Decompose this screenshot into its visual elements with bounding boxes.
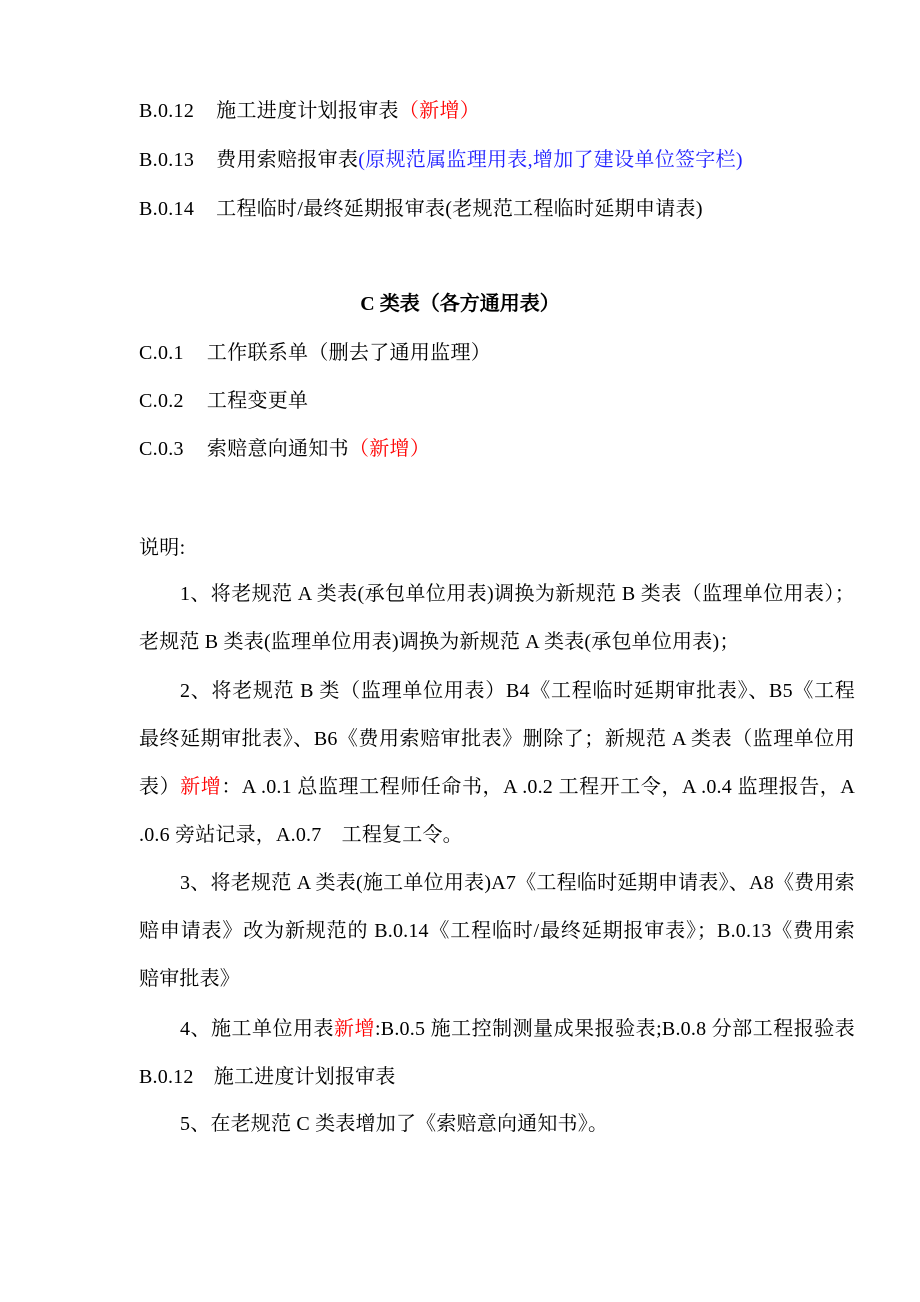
item-name: 费用索赔报审表 bbox=[216, 149, 359, 171]
item-code: C.0.2 bbox=[139, 390, 184, 412]
list-item-b012 bbox=[139, 99, 480, 123]
item-name: 工程临时/最终延期报审表(老规范工程临时延期申请表) bbox=[216, 198, 703, 220]
item-note-new: （新增） bbox=[348, 438, 431, 460]
item-code: B.0.12 bbox=[139, 100, 195, 122]
list-item-b013 bbox=[139, 148, 743, 172]
note-paragraph-5: 5、在老规范 C 类表增加了《索赔意向通知书》。 bbox=[180, 1113, 609, 1135]
item-name: 索赔意向通知书 bbox=[206, 438, 349, 460]
item-code: B.0.14 bbox=[139, 198, 195, 220]
item-note: (原规范属监理用表,增加了建设单位签字栏) bbox=[358, 149, 743, 171]
note-paragraph-3: 3、将老规范 A 类表(施工单位用表)A7《工程临时延期申请表》、A8《费用索赔申请表》改为新规范的 B.0.14《工程临时/最终延期报审表》；B.0.13《费用索赔审批表》 bbox=[139, 872, 855, 990]
item-code: C.0.3 bbox=[139, 438, 184, 460]
note-text: 4、施工单位用表 bbox=[180, 1018, 335, 1040]
section-heading-c: C 类表（各方通用表） bbox=[360, 293, 560, 315]
list-item-b014 bbox=[139, 197, 703, 221]
list-item-c03 bbox=[139, 437, 430, 461]
item-code: B.0.13 bbox=[139, 149, 195, 171]
note-text: 2、将老规范 B 类（监理单位用表）B4《工程临时延期审批表》、B5《工程最终延期审批表》、B6《费用索赔审批表》删除了；新规范 A 类表（监理单位用表） bbox=[139, 680, 855, 798]
item-name: 施工进度计划报审表 bbox=[216, 100, 399, 122]
note-paragraph-2 bbox=[139, 667, 855, 859]
note-paragraph-1: 1、将老规范 A 类表(承包单位用表)调换为新规范 B 类表（监理单位用表）；老规范 B 类表(监理单位用表)调换为新规范 A 类表(承包单位用表)； bbox=[139, 583, 855, 653]
new-marker: 新增 bbox=[180, 776, 222, 798]
notes-label: 说明: bbox=[139, 537, 186, 559]
new-marker: 新增 bbox=[334, 1018, 376, 1040]
item-name: 工程变更单 bbox=[206, 390, 309, 412]
item-note-new: （新增） bbox=[398, 100, 481, 122]
note-text: ：A .0.1 总监理工程师任命书，A .0.2 工程开工令，A .0.4 监理报告，A .0.6 旁站记录，A.0.7 工程复工令。 bbox=[139, 776, 856, 846]
item-name: 工作联系单（删去了通用监理） bbox=[206, 342, 492, 364]
list-item-c01 bbox=[139, 341, 491, 365]
item-code: C.0.1 bbox=[139, 342, 184, 364]
list-item-c02 bbox=[139, 389, 308, 413]
note-paragraph-4 bbox=[139, 1005, 855, 1101]
note-text: :B.0.5 施工控制测量成果报验表;B.0.8 分部工程报验表 B.0.12 施工进度计划报审表 bbox=[139, 1018, 855, 1088]
